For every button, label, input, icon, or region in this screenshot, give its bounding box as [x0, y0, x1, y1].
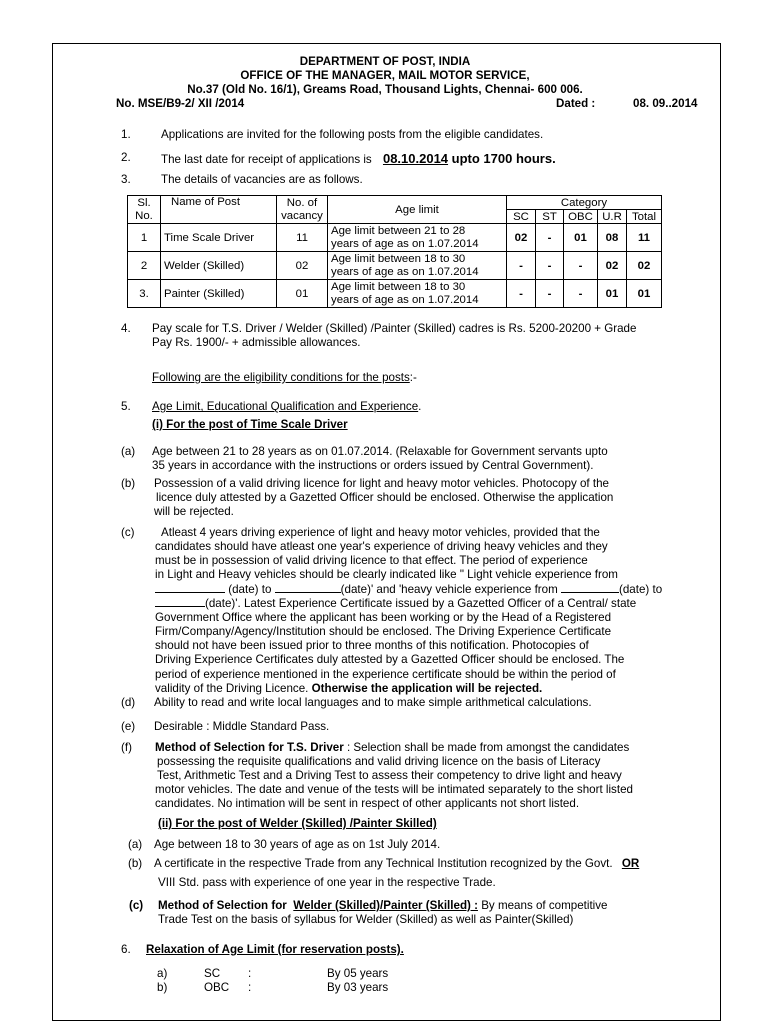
clause-a-line: Age between 21 to 28 years as on 01.07.2014. (Relaxable for Government servants upto: [152, 445, 608, 458]
clause-f-line: motor vehicles. The date and venue of the tests will be intimated separately to the short listed: [155, 783, 633, 796]
header-vacancy-line2: vacancy: [281, 209, 323, 222]
subsection-i-heading: (i) For the post of Time Scale Driver: [152, 418, 348, 431]
clause-c-blank-line-2: [155, 597, 662, 611]
clause-c-last-line: [155, 682, 662, 696]
selection-method-welder: Method of Selection for: [158, 899, 287, 912]
reference-number: No. MSE/B9-2/ XII /2014: [116, 97, 245, 110]
header-vacancy-line1: No. of: [286, 196, 318, 209]
row-ur: 01: [598, 280, 627, 308]
clause-f-line: possessing the requisite qualifications and valid driving licence on the basis of Literacy: [157, 755, 601, 768]
row-post-name: Time Scale Driver: [161, 224, 277, 252]
clause-b-text: [154, 477, 613, 519]
row-age-line1: Age limit between 18 to 30: [331, 252, 466, 265]
dated-value: 08. 09..2014: [633, 97, 698, 110]
or-label: OR: [621, 857, 640, 870]
header-category: Category: [507, 196, 662, 210]
item-2-text: [161, 151, 556, 166]
row-sl: 2: [128, 252, 161, 280]
clause-ii-b-text: [154, 857, 639, 870]
row-st: -: [536, 224, 564, 252]
row-st: -: [536, 252, 564, 280]
item-5-number: 5.: [121, 400, 131, 413]
selection-method-driver: Method of Selection for T.S. Driver: [155, 741, 344, 754]
clause-c-line: Driving Experience Certificates duly attested by a Gazetted Officer should be enclosed. The: [155, 653, 625, 667]
clause-c-line: Firm/Company/Agency/Institution should be enclosed. The Driving Experience Certificate: [155, 625, 612, 639]
item-6-number: 6.: [121, 943, 131, 956]
header-obc: OBC: [564, 210, 598, 224]
clause-c-label: (c): [121, 526, 135, 539]
clause-c-line: validity of the Driving Licence.: [155, 681, 309, 695]
relaxation-b-label: b): [157, 981, 168, 994]
row-age-line2: years of age as on 1.07.2014: [331, 237, 479, 250]
item-5-heading: [152, 400, 421, 413]
last-date: 08.10.2014: [382, 151, 449, 166]
item-5-heading-tail: .: [418, 400, 422, 413]
relaxation-a-category: SC: [204, 967, 221, 980]
row-vacancy: 11: [277, 224, 328, 252]
row-total: 02: [627, 252, 662, 280]
clause-b-line: Possession of a valid driving licence for light and heavy motor vehicles. Photocopy of the: [154, 477, 609, 490]
clause-c-line: Government Office where the applicant has been working or by the Head of a Registered: [155, 610, 612, 624]
clause-e-label: (e): [121, 720, 136, 733]
clause-b-line: licence duly attested by a Gazetted Officer should be enclosed. Otherwise the application: [156, 491, 614, 504]
clause-f-line: candidates. No intimation will be sent in respect of other applicants not short listed.: [155, 797, 580, 810]
heavy-vehicle-label: (date)' and 'heavy vehicle experience from: [340, 582, 558, 596]
item-1-number: 1.: [121, 128, 131, 141]
row-obc: -: [564, 280, 598, 308]
dated-label: Dated :: [556, 97, 596, 110]
item-4-text: [152, 322, 636, 350]
relaxation-a-value: By 05 years: [327, 967, 389, 980]
clause-c-text: [155, 526, 662, 696]
header-vacancy: [277, 196, 328, 224]
clause-f-text: [155, 741, 633, 811]
clause-a-label: (a): [121, 445, 136, 458]
clause-d-label: (d): [121, 696, 136, 709]
item-4-line2: Pay Rs. 1900/- + admissible allowances.: [152, 336, 361, 349]
clause-ii-a-text: Age between 18 to 30 years of age as on 1st July 2014.: [154, 838, 441, 851]
clause-f-label: (f): [121, 741, 132, 754]
clause-ii-b-label: (b): [128, 857, 143, 870]
row-sc: -: [507, 252, 536, 280]
header-sl-line1: Sl.: [137, 196, 151, 209]
table-row: [128, 280, 662, 308]
eligibility-heading: [152, 371, 417, 384]
item-5-heading-text: Age Limit, Educational Qualification and Experience: [152, 400, 419, 413]
row-st: -: [536, 280, 564, 308]
relaxation-b-colon: :: [248, 981, 252, 994]
header-age-limit: Age limit: [328, 196, 507, 224]
clause-c-line: should not have been issued prior to three months of this notification. Photocopies of: [155, 639, 589, 653]
relaxation-a-colon: :: [248, 967, 252, 980]
clause-e-text: Desirable : Middle Standard Pass.: [154, 720, 330, 733]
clause-b-label: (b): [121, 477, 136, 490]
item-1-text: Applications are invited for the following posts from the eligible candidates.: [161, 128, 544, 141]
item-3-number: 3.: [121, 173, 131, 186]
blank-field[interactable]: [155, 592, 225, 593]
row-post-name: Welder (Skilled): [161, 252, 277, 280]
blank-field[interactable]: [155, 606, 205, 607]
clause-c-line: period of experience mentioned in the experience certificate should be within the period of: [155, 667, 616, 681]
subsection-ii-welder: (ii) For the post of Welder (Skilled): [158, 817, 347, 830]
date-to-label: (date) to: [228, 582, 272, 596]
clause-ii-c-label: (c): [129, 899, 144, 912]
header-sl-line2: No.: [135, 209, 153, 222]
item-3-text: The details of vacancies are as follows.: [161, 173, 363, 186]
row-sc: 02: [507, 224, 536, 252]
item-6-heading: Relaxation of Age Limit (for reservation posts).: [146, 943, 404, 956]
row-ur: 02: [598, 252, 627, 280]
subsection-ii-heading: [158, 817, 437, 830]
clause-b-line: will be rejected.: [154, 505, 234, 518]
last-time: upto 1700 hours.: [448, 151, 556, 166]
item-4-line1: Pay scale for T.S. Driver / Welder (Skilled) /Painter (Skilled) cadres is Rs. 5200-20200 + Grade: [152, 322, 637, 335]
rejection-warning: Otherwise the application will be rejected.: [311, 681, 543, 695]
clause-ii-b-line2: VIII Std. pass with experience of one year in the respective Trade.: [158, 876, 496, 889]
clause-c-line: (date)'. Latest Experience Certificate issued by a Gazetted Officer of a Central/ state: [205, 596, 637, 610]
vacancy-table: [127, 195, 662, 308]
row-age-line1: Age limit between 21 to 28: [331, 224, 466, 237]
header-sc: SC: [507, 210, 536, 224]
welder-painter-title: Welder (Skilled)/Painter (Skilled) :: [293, 899, 478, 912]
row-ur: 08: [598, 224, 627, 252]
clause-a-text: [152, 445, 608, 473]
row-post-name: Painter (Skilled): [161, 280, 277, 308]
row-vacancy: 01: [277, 280, 328, 308]
clause-f-line-tail: : Selection shall be made from amongst the candidates: [343, 741, 630, 754]
blank-field[interactable]: [275, 592, 341, 593]
table-row: [128, 252, 662, 280]
clause-d-text: Ability to read and write local languages and to make simple arithmetical calculations.: [154, 696, 592, 709]
row-sl: 3.: [128, 280, 161, 308]
clause-c-blank-line: [155, 583, 662, 597]
header-department: DEPARTMENT OF POST, INDIA: [299, 55, 471, 68]
date-to-label-2: (date) to: [619, 582, 663, 596]
row-total: 01: [627, 280, 662, 308]
clause-ii-b-line1: A certificate in the respective Trade from any Technical Institution recognized by the Govt.: [154, 857, 613, 870]
clause-ii-c-line2: Trade Test on the basis of syllabus for Welder (Skilled) as well as Painter(Skilled): [158, 913, 574, 926]
eligibility-heading-tail: :-: [409, 371, 417, 384]
clause-c-line: Atleast 4 years driving experience of light and heavy motor vehicles, provided that the: [161, 526, 600, 539]
relaxation-a-label: a): [157, 967, 168, 980]
row-age-limit: [328, 252, 507, 280]
row-age-line2: years of age as on 1.07.2014: [331, 293, 479, 306]
header-ur: U.R: [598, 210, 627, 224]
row-obc: 01: [564, 224, 598, 252]
clause-f-line: Test, Arithmetic Test and a Driving Test to assess their competency to drive light and heavy: [157, 769, 622, 782]
row-sl: 1: [128, 224, 161, 252]
header-office: OFFICE OF THE MANAGER, MAIL MOTOR SERVICE,: [240, 69, 530, 82]
blank-field[interactable]: [561, 592, 619, 593]
header-total: Total: [627, 210, 662, 224]
clause-ii-c-text: [158, 899, 608, 927]
item-4-number: 4.: [121, 322, 131, 335]
row-age-limit: [328, 280, 507, 308]
row-total: 11: [627, 224, 662, 252]
header-sl: [128, 196, 161, 224]
row-sc: -: [507, 280, 536, 308]
item-2-number: 2.: [121, 151, 131, 164]
header-address: No.37 (Old No. 16/1), Greams Road, Thousand Lights, Chennai- 600 006.: [187, 83, 583, 96]
clause-ii-c-line1: [158, 899, 608, 913]
header-post-name: Name of Post: [161, 196, 277, 224]
clause-c-line: candidates should have atleast one year's experience of driving heavy vehicles and they: [155, 540, 608, 554]
clause-f-line: [155, 741, 633, 755]
clause-ii-a-label: (a): [128, 838, 143, 851]
clause-c-line: must be in possession of valid driving licence to that effect. The period of experience: [155, 554, 588, 568]
table-row: [128, 224, 662, 252]
subsection-ii-painter: /Painter Skilled): [346, 817, 437, 830]
row-age-line1: Age limit between 18 to 30: [331, 280, 466, 293]
header-st: ST: [536, 210, 564, 224]
relaxation-b-category: OBC: [204, 981, 230, 994]
row-age-limit: [328, 224, 507, 252]
row-obc: -: [564, 252, 598, 280]
relaxation-b-value: By 03 years: [327, 981, 389, 994]
row-age-line2: years of age as on 1.07.2014: [331, 265, 479, 278]
item-2-lead: The last date for receipt of applications is: [161, 153, 372, 166]
clause-c-line: in Light and Heavy vehicles should be clearly indicated like " Light vehicle experience from: [155, 568, 618, 582]
clause-ii-c-tail: By means of competitive: [477, 899, 608, 912]
eligibility-heading-text: Following are the eligibility conditions for the posts: [152, 371, 410, 384]
row-vacancy: 02: [277, 252, 328, 280]
clause-a-line: 35 years in accordance with the instructions or orders issued by Central Government).: [152, 459, 594, 472]
